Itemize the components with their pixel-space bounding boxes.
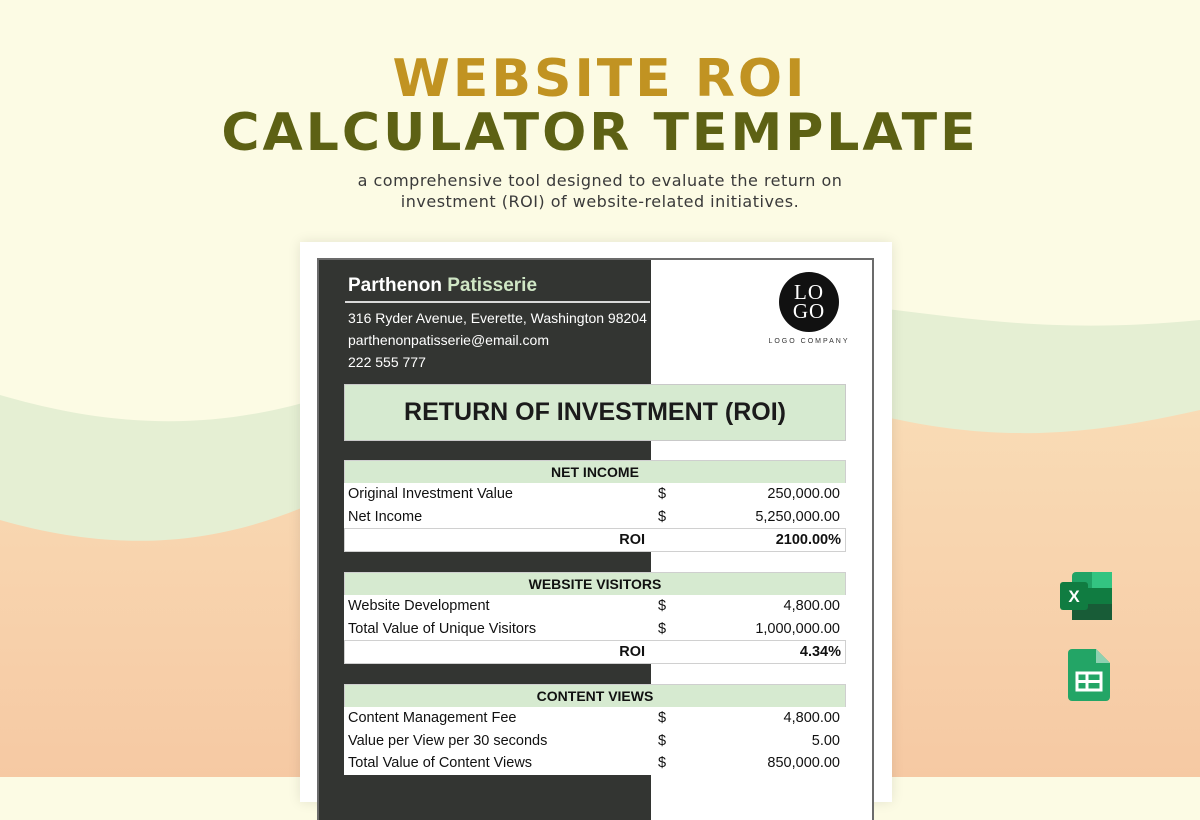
row-value: 5,250,000.00 — [755, 508, 840, 525]
row-label: Total Value of Content Views — [348, 755, 533, 771]
row-currency: $ — [658, 508, 667, 525]
section-header: NET INCOME — [344, 460, 846, 483]
row-currency: $ — [658, 755, 667, 771]
row-label: Website Development — [348, 598, 490, 614]
row-label: Total Value of Unique Visitors — [348, 620, 537, 637]
company-address: 316 Ryder Avenue, Everette, Washington 98204 — [348, 310, 647, 326]
section-header: CONTENT VIEWS — [344, 684, 846, 707]
row-value: 5.00 — [811, 732, 840, 749]
row-currency: $ — [658, 598, 667, 614]
logo-caption: LOGO COMPANY — [768, 338, 850, 345]
row-currency: $ — [658, 710, 667, 726]
company-divider — [345, 301, 650, 303]
table-row[interactable] — [344, 707, 846, 730]
row-label: Original Investment Value — [348, 486, 513, 502]
page-heading — [0, 49, 1200, 212]
row-currency: $ — [658, 486, 667, 502]
company-name-part2: Patisserie — [447, 275, 538, 296]
logo-circle — [779, 272, 839, 332]
table-row[interactable] — [344, 618, 846, 641]
row-label: Value per View per 30 seconds — [348, 732, 548, 749]
row-currency: $ — [658, 620, 667, 637]
roi-total-row[interactable] — [344, 640, 846, 664]
row-value: 4,800.00 — [783, 710, 840, 726]
table-row[interactable] — [344, 730, 846, 753]
row-value: 1,000,000.00 — [755, 620, 840, 637]
section-net-income — [344, 460, 846, 552]
template-preview-card — [300, 242, 892, 802]
roi-total-row[interactable] — [344, 528, 846, 552]
company-info — [348, 274, 650, 373]
section-header: WEBSITE VISITORS — [344, 572, 846, 595]
row-currency: $ — [658, 732, 667, 749]
app-icons — [1058, 570, 1114, 710]
subtitle: a comprehensive tool designed to evaluate the return on investment (ROI) of website-related initiatives. — [357, 171, 843, 211]
roi-value: 4.34% — [799, 644, 841, 660]
title-line-2: CALCULATOR TEMPLATE — [221, 103, 979, 163]
table-row[interactable] — [344, 752, 846, 775]
roi-banner: RETURN OF INVESTMENT (ROI) — [344, 384, 846, 441]
row-value: 250,000.00 — [767, 486, 840, 502]
svg-text:X: X — [1068, 587, 1080, 606]
company-phone: 222 555 777 — [348, 354, 426, 370]
company-name-part1: Parthenon — [348, 275, 442, 296]
roi-label: ROI — [619, 644, 645, 660]
logo-text-line2: GO — [792, 299, 826, 323]
section-content-views — [344, 684, 846, 775]
table-row[interactable] — [344, 595, 846, 618]
section-website-visitors — [344, 572, 846, 664]
logo-text-line1: LO — [794, 280, 824, 304]
row-value: 4,800.00 — [783, 598, 840, 614]
roi-label: ROI — [619, 532, 645, 548]
company-name — [348, 274, 650, 298]
table-row[interactable] — [344, 506, 846, 529]
row-value: 850,000.00 — [767, 755, 840, 771]
row-label: Content Management Fee — [348, 710, 517, 726]
spreadsheet-sheet — [317, 258, 874, 820]
roi-value: 2100.00% — [775, 532, 841, 548]
title-line-1: WEBSITE ROI — [392, 49, 808, 109]
row-label: Net Income — [348, 508, 423, 525]
excel-icon — [1058, 570, 1114, 622]
table-row[interactable] — [344, 483, 846, 506]
company-logo — [759, 272, 859, 345]
google-sheets-icon — [1058, 645, 1114, 705]
company-email: parthenonpatisserie@email.com — [348, 332, 549, 348]
